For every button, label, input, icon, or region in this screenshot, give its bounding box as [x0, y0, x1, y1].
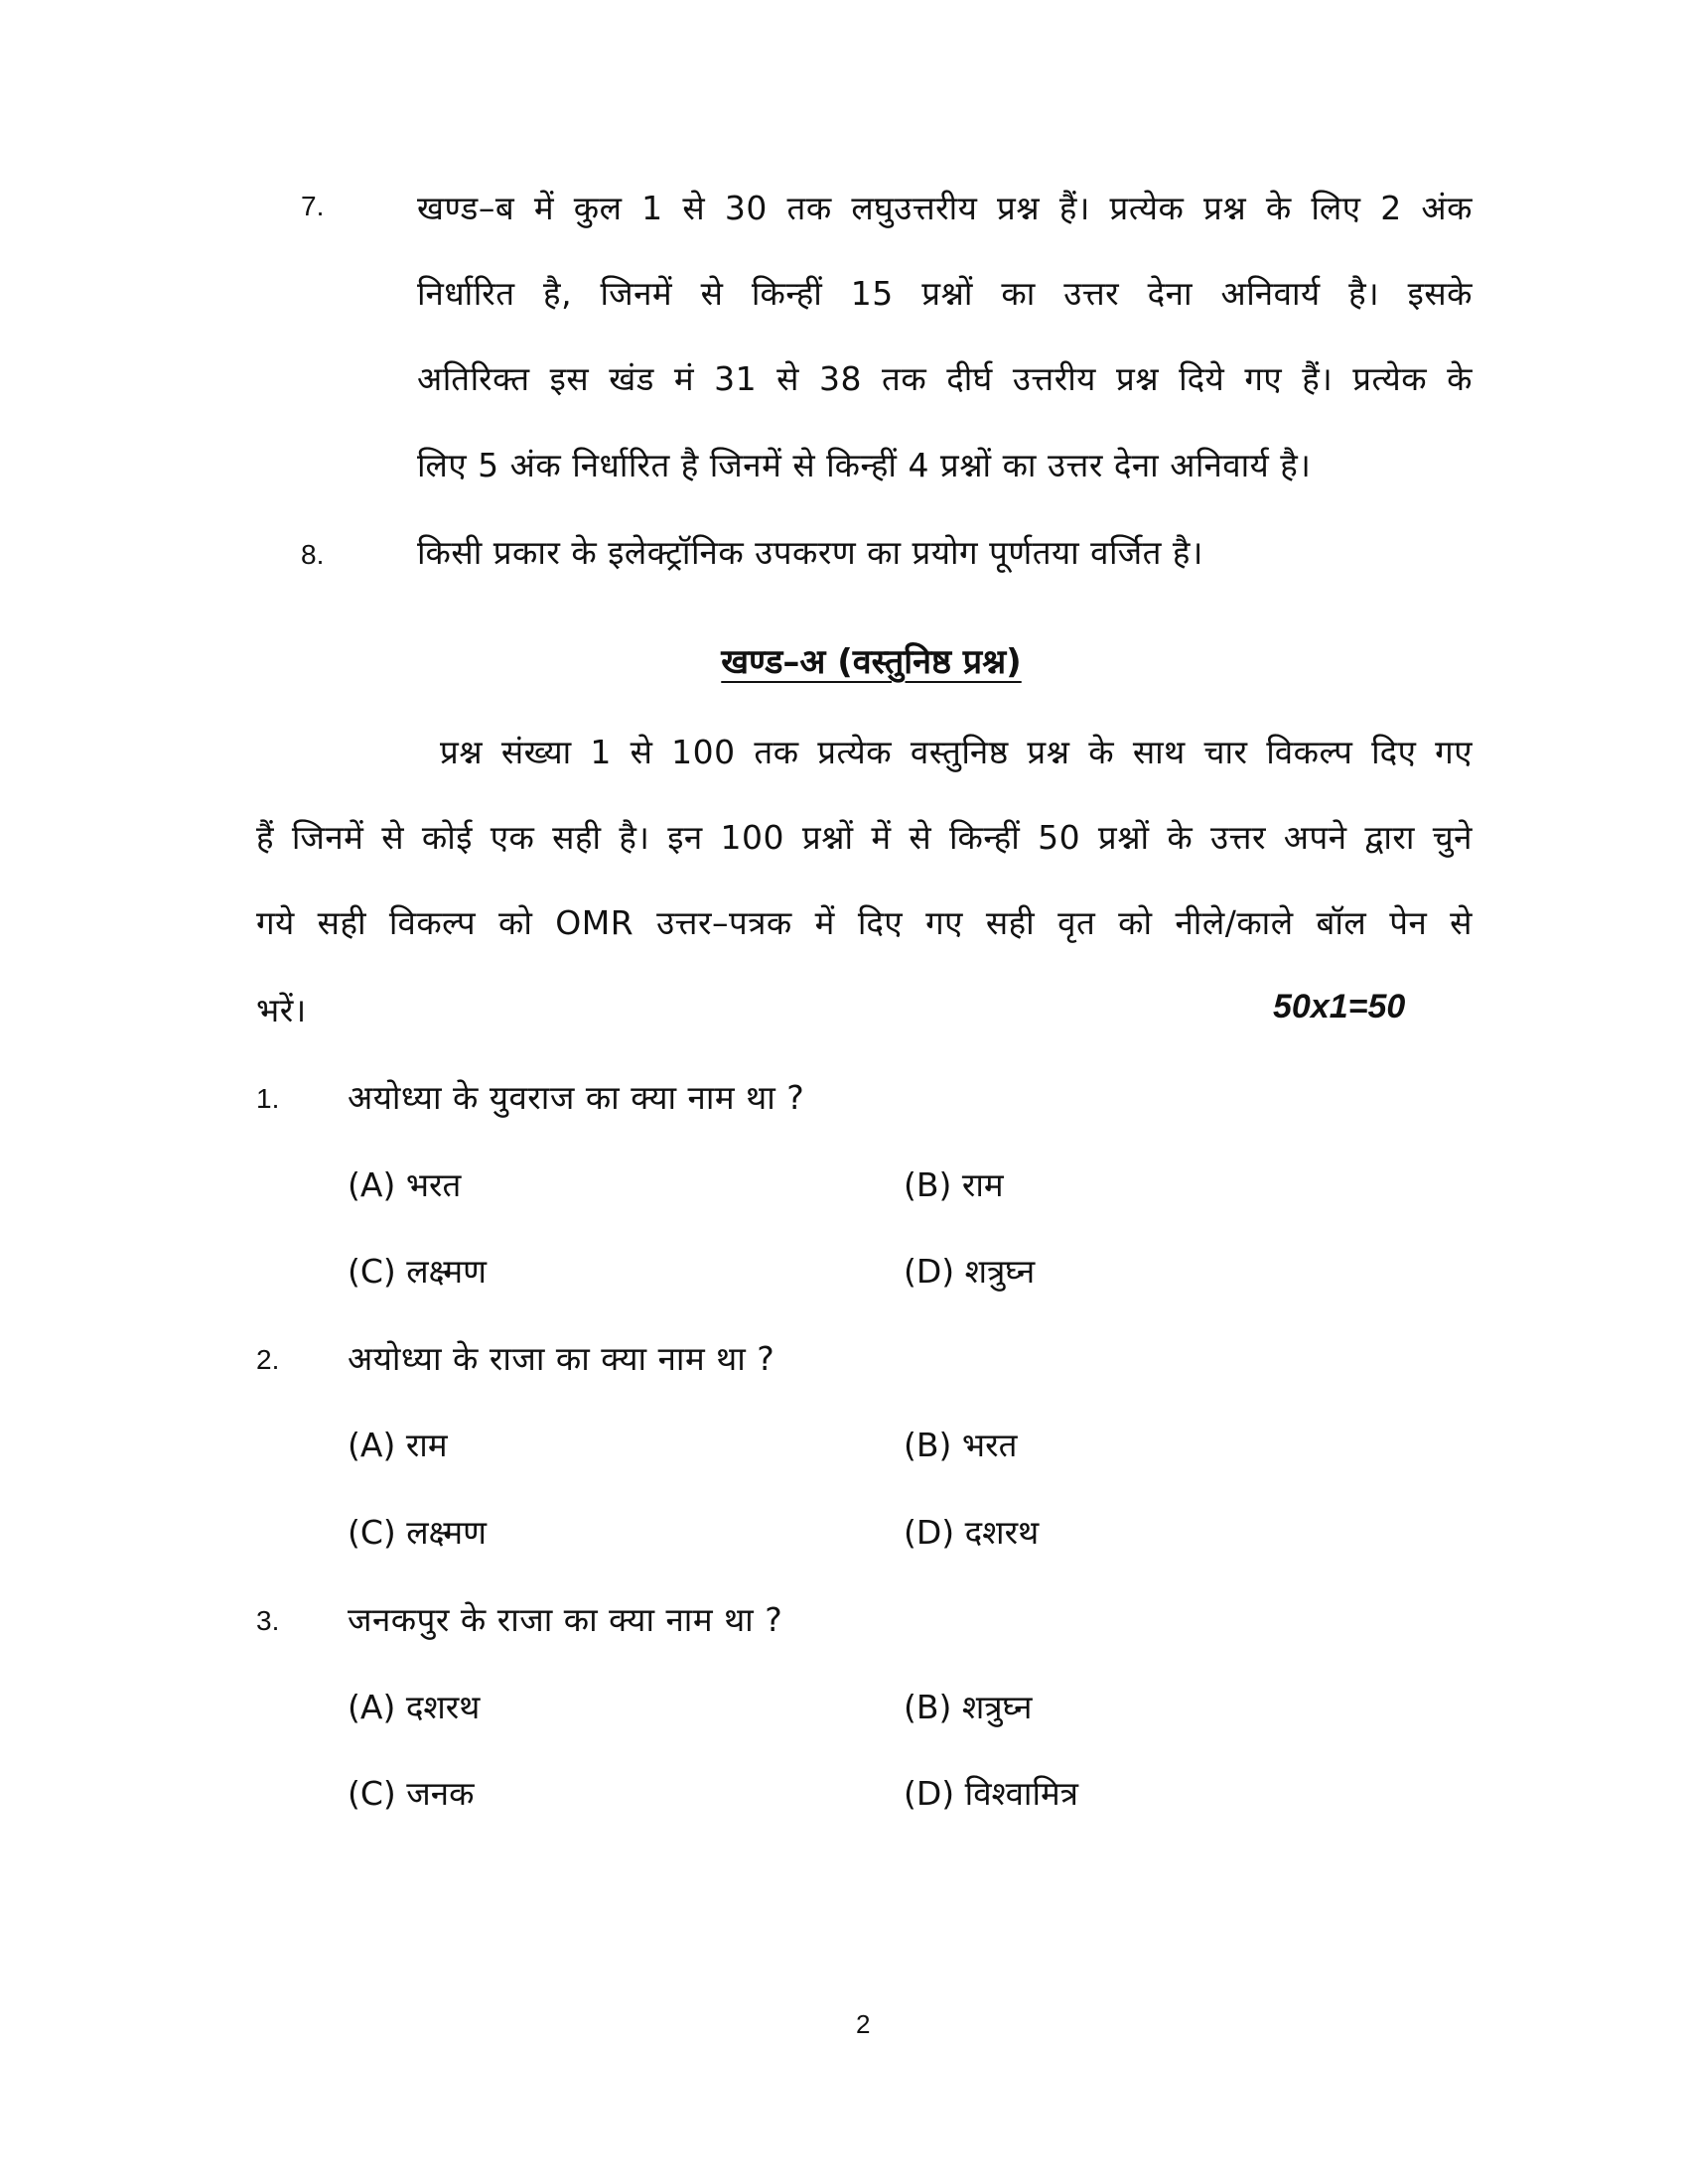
- instruction-line: लिए 5 अंक निर्धारित है जिनमें से किन्हीं 4 प्रश्नों का उत्तर देना अनिवार्य है।: [417, 446, 1312, 484]
- option-a: (A) राम: [348, 1426, 448, 1464]
- option-b: (B) भरत: [904, 1426, 1018, 1464]
- question-text: जनकपुर के राजा का क्या नाम था ?: [348, 1600, 783, 1639]
- section-heading-text: खण्ड–अ (वस्तुनिष्ठ प्रश्न): [721, 642, 1022, 682]
- marks-label: 50x1=50: [1273, 988, 1406, 1025]
- question-text: अयोध्या के राजा का क्या नाम था ?: [348, 1339, 775, 1378]
- page-number: 2: [856, 2009, 871, 2039]
- option-c: (C) लक्ष्मण: [348, 1252, 487, 1291]
- intro-line: हैं जिनमें से कोई एक सही है। इन 100 प्रश्नों में से किन्हीं 50 प्रश्नों के उत्तर अपने द्वारा चुने: [256, 818, 1473, 857]
- intro-line: प्रश्न संख्या 1 से 100 तक प्रत्येक वस्तुनिष्ठ प्रश्न के साथ चार विकल्प दिए गए: [440, 733, 1473, 771]
- intro-line: भरें।: [256, 991, 307, 1029]
- intro-line: गये सही विकल्प को OMR उत्तर–पत्रक में दिए गए सही वृत को नीले/काले बॉल पेन से: [256, 903, 1473, 942]
- question-number: 1.: [256, 1083, 280, 1114]
- question-text: अयोध्या के युवराज का क्या नाम था ?: [348, 1078, 805, 1117]
- instruction-number: 8.: [301, 539, 325, 570]
- instruction-line: निर्धारित है, जिनमें से किन्हीं 15 प्रश्नों का उत्तर देना अनिवार्य है। इसके: [417, 274, 1473, 313]
- option-d: (D) विश्वामित्र: [904, 1774, 1078, 1813]
- instruction-number: 7.: [301, 191, 325, 221]
- instruction-line: किसी प्रकार के इलेक्ट्रॉनिक उपकरण का प्रयोग पूर्णतया वर्जित है।: [417, 533, 1203, 572]
- instruction-line: खण्ड–ब में कुल 1 से 30 तक लघुउत्तरीय प्रश्न हैं। प्रत्येक प्रश्न के लिए 2 अंक: [417, 189, 1473, 227]
- option-c: (C) जनक: [348, 1774, 475, 1813]
- question-number: 2.: [256, 1344, 280, 1375]
- question-number: 3.: [256, 1605, 280, 1636]
- option-a: (A) दशरथ: [348, 1688, 481, 1726]
- section-heading: [0, 637, 1688, 683]
- option-a: (A) भरत: [348, 1165, 462, 1204]
- option-d: (D) दशरथ: [904, 1513, 1040, 1552]
- instruction-line: अतिरिक्त इस खंड मं 31 से 38 तक दीर्घ उत्तरीय प्रश्न दिये गए हैं। प्रत्येक के: [417, 359, 1473, 398]
- option-c: (C) लक्ष्मण: [348, 1513, 487, 1552]
- option-b: (B) शत्रुघ्न: [904, 1688, 1033, 1726]
- option-d: (D) शत्रुघ्न: [904, 1252, 1036, 1291]
- option-b: (B) राम: [904, 1165, 1004, 1204]
